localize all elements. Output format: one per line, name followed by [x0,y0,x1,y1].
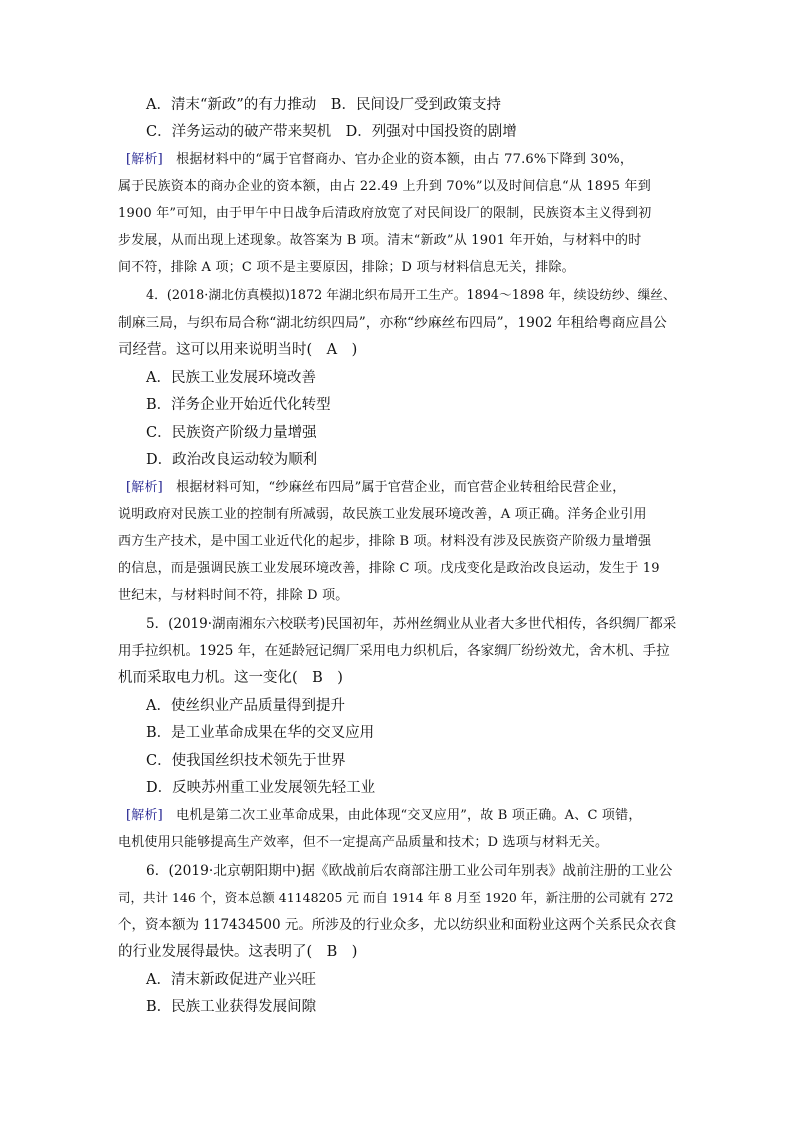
q4-stem-line-2: 制麻三局，与织布局合称“湖北纺织四局”，亦称“纱麻丝布四局”，1902 年租给粤商应昌公 [118,315,667,331]
q5-option-c: C．使我国丝织技术领先于世界 [146,753,346,769]
q3-analysis-line-1: [解析] 根据材料中的“属于官督商办、官办企业的资本额，由占 77.6%下降到 30%， [126,152,634,167]
q4-stem-line-1: 4．(2018·湖北仿真模拟)1872 年湖北织布局开工生产。1894～1898 年，续设纺纱、缫丝、 [146,288,676,303]
q3-analysis-line-4: 步发展，从而出现上述现象。故答案为 B 项。清末“新政”从 1901 年开始，与材料中的时 [118,233,642,248]
q6-stem-line-4: 的行业发展得最快。这表明了( B ) [118,944,358,960]
q4-analysis-line-1: [解析] 根据材料可知，“纱麻丝布四局”属于官营企业，而官营企业转租给民营企业， [126,480,626,495]
q4-option-b: B．洋务企业开始近代化转型 [146,397,331,413]
q6-stem-line-3: 个，资本额为 117434500 元。所涉及的行业众多，尤以纺织业和面粉业这两个关系民众衣食 [118,917,677,933]
q6-option-b: B．民族工业获得发展间隙 [146,999,317,1015]
q4-analysis-line-3: 西方生产技术，是中国工业近代化的起步，排除 B 项。材料没有涉及民族资产阶级力量增强 [118,534,652,549]
q5-analysis-line-2: 电机使用只能够提高生产效率，但不一定提高产品质量和技术；D 选项与材料无关。 [118,835,609,850]
q4-analysis-line-4: 的信息，而是强调民族工业发展环境改善，排除 C 项。戊戌变化是政治改良运动，发生于 19 [118,561,660,576]
q3-options-ab: A．清末“新政”的有力推动 B．民间设厂受到政策支持 [146,97,501,113]
q4-option-d: D．政治改良运动较为顺利 [146,452,318,468]
q3-analysis-line-3: 1900 年”可知，由于甲午中日战争后清政府放宽了对民间设厂的限制，民族资本主义得到初 [118,206,652,221]
q4-stem-line-3: 司经营。这可以用来说明当时( A ) [118,342,358,358]
q5-option-b: B．是工业革命成果在华的交叉应用 [146,725,375,741]
q4-option-a: A．民族工业发展环境改善 [146,370,316,386]
q6-stem-line-1: 6．(2019·北京朝阳期中)据《欧战前后农商部注册工业公司年别表》战前注册的工业公 [146,863,673,879]
q5-option-d: D．反映苏州重工业发展领先轻工业 [146,780,376,796]
q3-analysis-line-2: 属于民族资本的商办企业的资本额，由占 22.49 上升到 70%”以及时间信息“从 1895 年到 [118,179,651,194]
q4-analysis-line-2: 说明政府对民族工业的控制有所减弱，故民族工业发展环境改善，A 项正确。洋务企业引用 [118,507,647,522]
q3-options-cd: C．洋务运动的破产带来契机 D．列强对中国投资的剧增 [146,124,517,140]
analysis-tag: [解析] [126,152,163,167]
q6-stem-line-2: 司，共计 146 个，资本总额 41148205 元 而自 1914 年 8 月至 1920 年，新注册的公司就有 272 [118,890,674,905]
analysis-tag: [解析] [126,808,163,823]
analysis-tag: [解析] [126,480,163,495]
q5-option-a: A．使丝织业产品质量得到提升 [146,698,345,714]
q4-option-c: C．民族资产阶级力量增强 [146,425,317,441]
q5-analysis-line-1: [解析] 电机是第二次工业革命成果，由此体现“交叉应用”，故 B 项正确。A、C 项错， [126,808,642,823]
q6-option-a: A．清末新政促进产业兴旺 [146,972,316,988]
q3-analysis-line-5: 间不符，排除 A 项；C 项不是主要原因，排除；D 项与材料信息无关，排除。 [118,260,575,275]
q4-analysis-line-5: 世纪末，与材料时间不符，排除 D 项。 [118,588,349,603]
q5-stem-line-3: 机而采取电力机。这一变化( B ) [118,670,343,686]
q5-stem-line-2: 用手拉织机。1925 年，在延龄冠记绸厂采用电力织机后，各家绸厂纷纷效尤，舍木机、手拉 [118,643,670,659]
q5-stem-line-1: 5．(2019·湖南湘东六校联考)民国初年，苏州丝绸业从业者大多世代相传，各织绸厂都采 [146,616,677,632]
